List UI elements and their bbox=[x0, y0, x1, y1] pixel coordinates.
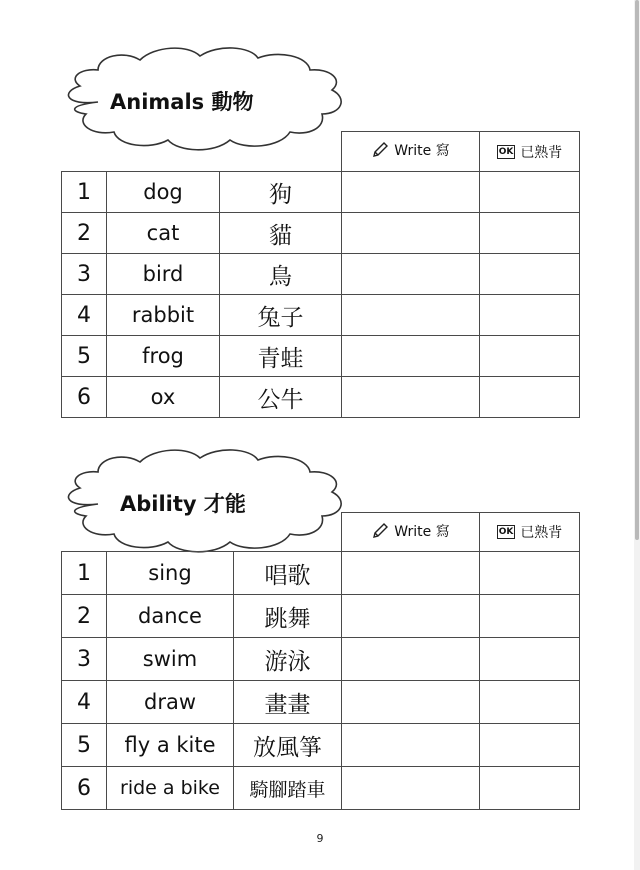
section-title: Ability 才能 bbox=[120, 492, 246, 516]
english-word: ox bbox=[107, 377, 220, 418]
memorized-cell[interactable] bbox=[480, 336, 580, 377]
english-word: dog bbox=[107, 172, 220, 213]
write-cell[interactable] bbox=[342, 254, 480, 295]
chinese-word: 青蛙 bbox=[220, 336, 342, 377]
write-cell[interactable] bbox=[342, 724, 480, 767]
memorized-cell[interactable] bbox=[480, 295, 580, 336]
english-word: rabbit bbox=[107, 295, 220, 336]
english-word: sing bbox=[107, 552, 234, 595]
row-number: 4 bbox=[62, 681, 107, 724]
row-number: 3 bbox=[62, 638, 107, 681]
vocab-table bbox=[61, 131, 580, 418]
write-cell[interactable] bbox=[342, 377, 480, 418]
table-row bbox=[62, 295, 580, 336]
memorized-cell[interactable] bbox=[480, 724, 580, 767]
memorized-cell[interactable] bbox=[480, 638, 580, 681]
row-number: 3 bbox=[62, 254, 107, 295]
table-header-row bbox=[62, 513, 580, 552]
write-cell[interactable] bbox=[342, 767, 480, 810]
memorized-label: 已熟背 bbox=[520, 144, 563, 161]
table-row bbox=[62, 213, 580, 254]
chinese-word: 唱歌 bbox=[234, 552, 342, 595]
chinese-word: 跳舞 bbox=[234, 595, 342, 638]
row-number: 4 bbox=[62, 295, 107, 336]
table-row bbox=[62, 724, 580, 767]
table-row bbox=[62, 595, 580, 638]
english-word: ride a bike bbox=[107, 767, 234, 810]
write-cell[interactable] bbox=[342, 552, 480, 595]
table-header-row bbox=[62, 132, 580, 172]
write-cell[interactable] bbox=[342, 638, 480, 681]
row-number: 5 bbox=[62, 724, 107, 767]
row-number: 1 bbox=[62, 552, 107, 595]
write-label: Write 寫 bbox=[394, 523, 450, 540]
write-cell[interactable] bbox=[342, 295, 480, 336]
memorized-column-header bbox=[480, 132, 580, 172]
memorized-cell[interactable] bbox=[480, 377, 580, 418]
memorized-cell[interactable] bbox=[480, 172, 580, 213]
table-row bbox=[62, 767, 580, 810]
memorized-cell[interactable] bbox=[480, 552, 580, 595]
chinese-word: 畫畫 bbox=[234, 681, 342, 724]
table-row bbox=[62, 681, 580, 724]
memorized-cell[interactable] bbox=[480, 254, 580, 295]
write-cell[interactable] bbox=[342, 213, 480, 254]
ok-checkbox-icon: OK bbox=[498, 146, 514, 157]
row-number: 6 bbox=[62, 377, 107, 418]
pencil-icon bbox=[371, 522, 389, 540]
ok-checkbox-icon: OK bbox=[498, 527, 514, 537]
scrollbar-track[interactable] bbox=[634, 0, 640, 870]
table-row bbox=[62, 172, 580, 213]
row-number: 6 bbox=[62, 767, 107, 810]
write-cell[interactable] bbox=[342, 336, 480, 377]
table-row bbox=[62, 638, 580, 681]
memorized-cell[interactable] bbox=[480, 213, 580, 254]
english-word: fly a kite bbox=[107, 724, 234, 767]
row-number: 1 bbox=[62, 172, 107, 213]
chinese-word: 騎腳踏車 bbox=[234, 767, 342, 810]
row-number: 2 bbox=[62, 595, 107, 638]
chinese-word: 貓 bbox=[220, 213, 342, 254]
write-cell[interactable] bbox=[342, 595, 480, 638]
english-word: bird bbox=[107, 254, 220, 295]
table-row bbox=[62, 377, 580, 418]
english-word: draw bbox=[107, 681, 234, 724]
chinese-word: 游泳 bbox=[234, 638, 342, 681]
vocab-table bbox=[61, 512, 580, 810]
memorized-column-header bbox=[480, 513, 580, 552]
english-word: cat bbox=[107, 213, 220, 254]
memorized-label: 已熟背 bbox=[520, 525, 563, 541]
chinese-word: 公牛 bbox=[220, 377, 342, 418]
write-label: Write 寫 bbox=[394, 143, 450, 159]
section-title: Animals 動物 bbox=[110, 90, 254, 114]
english-word: dance bbox=[107, 595, 234, 638]
page-number: 9 bbox=[316, 832, 324, 845]
table-row bbox=[62, 254, 580, 295]
scrollbar-thumb[interactable] bbox=[635, 0, 639, 540]
write-column-header bbox=[342, 132, 480, 172]
english-word: swim bbox=[107, 638, 234, 681]
table-row bbox=[62, 552, 580, 595]
memorized-cell[interactable] bbox=[480, 595, 580, 638]
write-column-header bbox=[342, 513, 480, 552]
table-row bbox=[62, 336, 580, 377]
chinese-word: 狗 bbox=[220, 172, 342, 213]
memorized-cell[interactable] bbox=[480, 767, 580, 810]
chinese-word: 鳥 bbox=[220, 254, 342, 295]
row-number: 2 bbox=[62, 213, 107, 254]
memorized-cell[interactable] bbox=[480, 681, 580, 724]
english-word: frog bbox=[107, 336, 220, 377]
write-cell[interactable] bbox=[342, 681, 480, 724]
pencil-icon bbox=[371, 141, 389, 159]
chinese-word: 兔子 bbox=[220, 295, 342, 336]
row-number: 5 bbox=[62, 336, 107, 377]
chinese-word: 放風箏 bbox=[234, 724, 342, 767]
write-cell[interactable] bbox=[342, 172, 480, 213]
